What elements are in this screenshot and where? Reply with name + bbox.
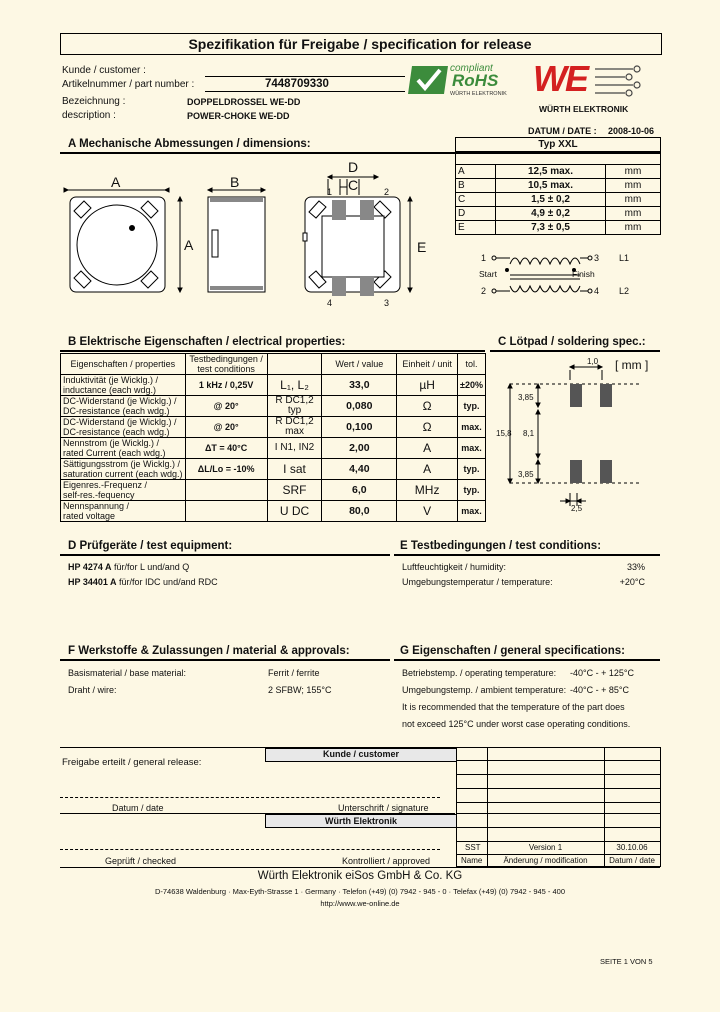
ep-unit: A: [397, 459, 458, 480]
ep-tol: max.: [458, 417, 486, 438]
ep-condition: @ 20°: [185, 396, 267, 417]
section-e-title: E Testbedingungen / test conditions:: [400, 540, 602, 552]
test-cond-humidity-value: 33%: [626, 562, 645, 572]
ep-property: [61, 375, 186, 396]
dim-row: [456, 179, 661, 193]
test-equip-2-model: HP 34401 A: [68, 577, 117, 587]
pad-top-left: [570, 384, 582, 407]
page-number: SEITE 1 VON 5: [600, 957, 653, 966]
section-b-title: B Elektrische Eigenschaften / electrical properties:: [68, 336, 346, 348]
release-divider: [456, 747, 457, 867]
rev-name: SST: [465, 843, 481, 852]
rohs-logo: [408, 62, 518, 98]
dim-value: 10,5 max.: [496, 179, 606, 193]
ep-row: [61, 396, 486, 417]
ep-property-en: rated voltage: [63, 511, 116, 521]
ep-symbol: I sat: [267, 459, 322, 480]
ep-tol: max.: [458, 501, 486, 522]
dim-row: [456, 165, 661, 179]
material-wire-label: Draht / wire:: [68, 685, 117, 695]
dim-key: D: [456, 207, 496, 221]
ep-col-tol: tol.: [458, 354, 486, 375]
ep-value: 0,080: [322, 396, 397, 417]
rev-row-line: [456, 813, 660, 814]
rohs-bottom-text: WÜRTH ELEKTRONIK: [450, 91, 507, 97]
spec-note-2: not exceed 125°C under worst case operating conditions.: [402, 719, 631, 729]
material-base-value: Ferrit / ferrite: [268, 668, 320, 678]
page-title: Spezifikation für Freigabe / specification for release: [188, 36, 532, 52]
start-dot: [505, 268, 509, 272]
dim-unit: mm: [606, 179, 661, 193]
ep-condition: [185, 501, 267, 522]
ep-property-en: DC-resistance (each wdg.): [63, 427, 170, 437]
ep-property-de: Induktivität (je Wicklg.) /: [63, 375, 159, 385]
ep-unit: Ω: [397, 417, 458, 438]
test-equip-1-model: HP 4274 A: [68, 562, 112, 572]
pin-1-label: 1: [327, 187, 333, 197]
dim-key: A: [456, 165, 496, 179]
dim-value: 7,3 ± 0,5: [496, 221, 606, 235]
ep-property-de: Sättigungsstrom (je Wicklg.) /: [63, 459, 181, 469]
ep-tol: typ.: [458, 480, 486, 501]
we-circuit-icon: [595, 64, 650, 98]
section-a-title: A Mechanische Abmessungen / dimensions:: [68, 138, 311, 150]
section-f-rule: [60, 659, 390, 661]
section-g-title: G Eigenschaften / general specifications:: [400, 645, 625, 657]
dim-spacer: [456, 152, 661, 165]
footer-address: D-74638 Waldenburg · Max-Eyth-Strasse 1 · Germany · Telefon (+49) (0) 7942 - 945 - 0 · Telefax (+49) (0) 7942 - 945 - 400: [154, 887, 566, 896]
ep-condition: ΔL/Lo = -10%: [185, 459, 267, 480]
electrical-table: [60, 353, 486, 522]
we-logo-text: WE: [533, 58, 587, 99]
rev-change: Version 1: [528, 843, 563, 852]
ep-property-en: rated Current (each wdg.): [63, 448, 166, 458]
ep-row: [61, 480, 486, 501]
soldering-pad-drawing: [490, 356, 660, 516]
pad-dim-h2: 3,85: [518, 470, 534, 479]
spec-ambient-label: Umgebungstemp. / ambient temperature:: [402, 685, 567, 695]
ep-unit: µH: [397, 375, 458, 396]
rev-row-line: [456, 760, 660, 761]
ep-property: [61, 417, 186, 438]
test-equip-2: [68, 576, 218, 588]
dim-key: B: [456, 179, 496, 193]
ep-value: 4,40: [322, 459, 397, 480]
footer-url[interactable]: http://www.we-online.de: [320, 899, 400, 908]
dim-type-header: Typ XXL: [456, 138, 661, 152]
ep-row: [61, 438, 486, 459]
section-c-title: C Lötpad / soldering spec.:: [498, 336, 646, 348]
spec-operating-value: -40°C - + 125°C: [570, 668, 634, 678]
ep-condition: @ 20°: [185, 417, 267, 438]
ep-symbol: U DC: [267, 501, 322, 522]
pad-dim-pitch: 2,5: [571, 504, 583, 513]
date-label-1: Datum / date: [112, 803, 164, 813]
ep-col-symbol: [267, 354, 322, 375]
ep-value: 6,0: [322, 480, 397, 501]
rev-row-line: [456, 802, 660, 803]
sch-finish: Finish: [572, 269, 595, 279]
dim-row: [456, 221, 661, 235]
dim-unit: mm: [606, 165, 661, 179]
pad-dim-total: 15,8: [496, 429, 512, 438]
designation-value: DOPPELDROSSEL WE-DD: [187, 97, 301, 107]
ep-property: [61, 438, 186, 459]
ep-value: 2,00: [322, 438, 397, 459]
description-value: POWER-CHOKE WE-DD: [187, 111, 290, 121]
rev-date: 30.10.06: [616, 843, 648, 852]
date-label: DATUM / DATE :: [528, 126, 597, 136]
approved-label: Kontrolliert / approved: [342, 856, 431, 866]
ep-property-en: saturation current (each wdg.): [63, 469, 183, 479]
partnumber-label: Artikelnummer / part number :: [62, 79, 195, 90]
ep-property-de: DC-Widerstand (je Wicklg.) /: [63, 396, 177, 406]
sch-pin-3: 3: [594, 253, 600, 263]
footer-company: Würth Elektronik eiSos GmbH & Co. KG: [257, 870, 463, 882]
ep-row: [61, 501, 486, 522]
test-cond-temp-value: +20°C: [619, 577, 645, 587]
ep-property: [61, 480, 186, 501]
customer-box-label: Kunde / customer: [322, 749, 399, 759]
dim-label-e: E: [417, 239, 427, 255]
ep-col-properties: Eigenschaften / properties: [61, 354, 186, 375]
dim-label-d: D: [348, 159, 359, 175]
checked-label: Geprüft / checked: [105, 856, 177, 866]
dim-value: 4,9 ± 0,2: [496, 207, 606, 221]
footer-rule: [60, 867, 660, 868]
soldering-unit: [ mm ]: [615, 358, 649, 372]
signature-label: Unterschrift / signature: [338, 803, 429, 813]
dim-value: 12,5 max.: [496, 165, 606, 179]
section-c-rule: [490, 350, 660, 352]
sch-pin-1: 1: [481, 253, 487, 263]
ep-property-de: DC-Widerstand (je Wicklg.) /: [63, 417, 177, 427]
ep-property-de: Eigenres.-Frequenz /: [63, 480, 148, 490]
ep-row: [61, 459, 486, 480]
sch-l2: L2: [619, 286, 630, 296]
ep-symbol: I N1, IN2: [267, 438, 322, 459]
ep-unit: MHz: [397, 480, 458, 501]
section-d-title: D Prüfgeräte / test equipment:: [68, 540, 233, 552]
ep-tol: typ.: [458, 396, 486, 417]
ep-property: [61, 501, 186, 522]
ep-tol: ±20%: [458, 375, 486, 396]
spec-ambient-value: -40°C - + 85°C: [570, 685, 629, 695]
rev-head-change: Änderung / modification: [503, 856, 588, 865]
dim-unit: mm: [606, 207, 661, 221]
schematic-diagram: [480, 250, 660, 300]
spec-note-1: It is recommended that the temperature of the part does: [402, 702, 625, 712]
rev-row-line: [456, 827, 660, 828]
ep-value: 80,0: [322, 501, 397, 522]
dim-label-c: C: [348, 177, 359, 193]
we-logo-sub: WÜRTH ELEKTRONIK: [539, 104, 629, 114]
pin-4-label: 4: [327, 298, 333, 308]
rev-head-name: Name: [461, 856, 483, 865]
sch-l1: L1: [619, 253, 630, 263]
ep-value: 0,100: [322, 417, 397, 438]
ep-unit: V: [397, 501, 458, 522]
date-signature-line: [60, 797, 440, 798]
sch-pin-2: 2: [481, 286, 487, 296]
sch-start: Start: [479, 269, 497, 279]
general-release-label: Freigabe erteilt / general release:: [62, 757, 202, 768]
ep-property-de: Nennspannung /: [63, 501, 130, 511]
pin-2-label: 2: [384, 187, 390, 197]
ep-value: 33,0: [322, 375, 397, 396]
ep-row: [61, 417, 486, 438]
ep-row: [61, 375, 486, 396]
dim-row: [456, 193, 661, 207]
ep-tol: typ.: [458, 459, 486, 480]
section-e-rule: [394, 554, 660, 556]
ep-col-value: Wert / value: [322, 354, 397, 375]
section-g-rule: [394, 659, 660, 661]
section-f-title: F Werkstoffe & Zulassungen / material & approvals:: [68, 645, 350, 657]
dim-unit: mm: [606, 221, 661, 235]
ep-property: [61, 459, 186, 480]
dim-label-a-side: A: [184, 237, 194, 253]
ep-col-conditions: Testbedingungen / test conditions: [185, 354, 267, 375]
ep-symbol: SRF: [267, 480, 322, 501]
dim-unit: mm: [606, 193, 661, 207]
ep-property-de: Nennstrom (je Wicklg.) /: [63, 438, 160, 448]
dim-key: E: [456, 221, 496, 235]
checked-approved-line: [60, 849, 440, 850]
test-equip-1-use: für/for L und/and Q: [111, 562, 190, 572]
pad-dim-mid: 8,1: [523, 429, 535, 438]
ep-condition: ΔT = 40°C: [185, 438, 267, 459]
ep-symbol: L₁, L₂: [267, 375, 322, 396]
dim-key: C: [456, 193, 496, 207]
section-d-rule: [60, 554, 390, 556]
ep-symbol: R DC1,2 typ: [267, 396, 322, 417]
customer-label: Kunde / customer :: [62, 65, 146, 76]
description-label: description :: [62, 110, 116, 121]
pin-3-label: 3: [384, 298, 390, 308]
ep-property-en: inductance (each wdg.): [63, 385, 157, 395]
pad-dim-h1: 3,85: [518, 393, 534, 402]
ep-symbol: R DC1,2 max: [267, 417, 322, 438]
test-cond-humidity-label: Luftfeuchtigkeit / humidity:: [402, 562, 507, 572]
material-wire-value: 2 SFBW; 155°C: [268, 685, 332, 695]
partnumber-value: 7448709330: [265, 78, 329, 90]
dimension-table: [455, 137, 661, 235]
test-cond-temp-label: Umgebungstemperatur / temperature:: [402, 577, 553, 587]
ep-unit: Ω: [397, 396, 458, 417]
dim-label-a-top: A: [111, 174, 121, 190]
designation-label: Bezeichnung :: [62, 96, 126, 107]
sch-pin-4: 4: [594, 286, 600, 296]
customer-underline: [205, 76, 405, 77]
test-equip-2-use: für/for IDC und/and RDC: [116, 577, 218, 587]
rohs-compliant: compliant: [450, 63, 493, 74]
rev-row-line: [456, 788, 660, 789]
pad-bottom-left: [570, 460, 582, 483]
rev-col-line-3: [660, 747, 661, 867]
dim-row: [456, 207, 661, 221]
ep-tol: max.: [458, 438, 486, 459]
we-logo: [525, 60, 655, 118]
pad-top-right: [600, 384, 612, 407]
we-box-label: Würth Elektronik: [324, 816, 397, 826]
ep-condition: [185, 480, 267, 501]
ep-header-row: [61, 354, 486, 375]
spec-operating-label: Betriebstemp. / operating temperature:: [402, 668, 557, 678]
pad-dim-width: 1,0: [587, 357, 599, 366]
dim-value: 1,5 ± 0,2: [496, 193, 606, 207]
ep-property-en: self-res.-fequency: [63, 490, 135, 500]
ep-property-en: DC-resistance (each wdg.): [63, 406, 170, 416]
rev-row-line: [456, 774, 660, 775]
ep-unit: A: [397, 438, 458, 459]
rohs-text: RoHS: [452, 71, 499, 90]
section-b-rule: [60, 350, 485, 352]
material-base-label: Basismaterial / base material:: [68, 668, 187, 678]
dim-label-b: B: [230, 174, 240, 190]
date-value: 2008-10-06: [608, 126, 655, 136]
ep-col-unit: Einheit / unit: [397, 354, 458, 375]
ep-property: [61, 396, 186, 417]
test-equip-1: [68, 561, 189, 573]
partnumber-underline: [205, 91, 405, 92]
rev-head-date: Datum / date: [609, 856, 655, 865]
pad-bottom-right: [600, 460, 612, 483]
ep-condition: 1 kHz / 0,25V: [185, 375, 267, 396]
